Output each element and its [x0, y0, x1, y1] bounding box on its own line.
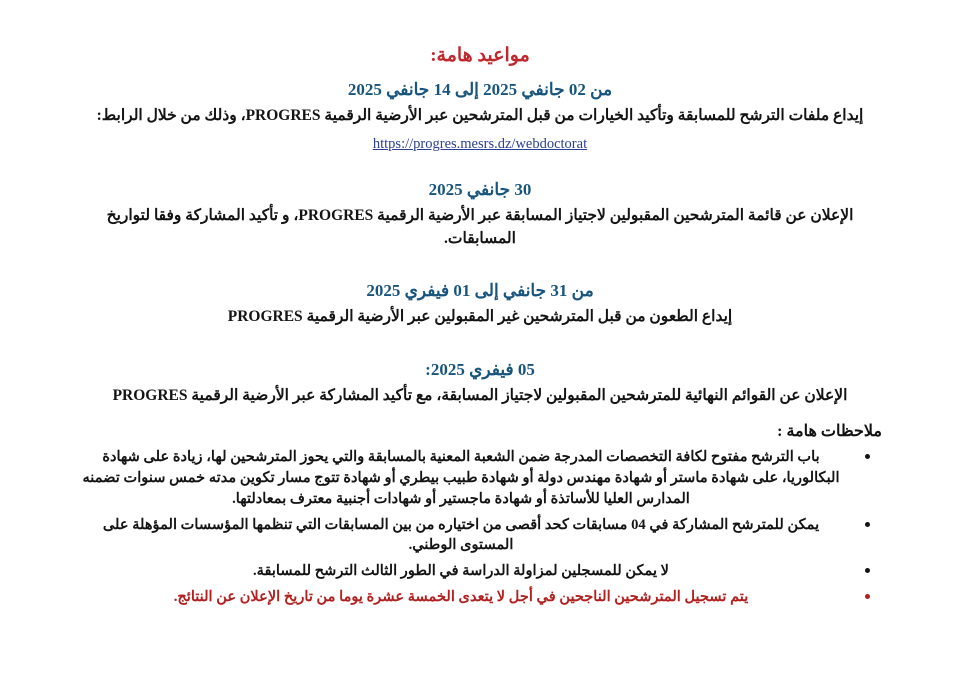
list-item	[78, 447, 856, 509]
note-text: لا يمكن للمسجلين لمزاولة الدراسة في الطور الثالث الترشح للمسابقة.	[253, 563, 669, 580]
progres-link-row	[78, 135, 882, 153]
list-item	[78, 515, 856, 556]
bullet-icon	[865, 594, 870, 599]
section-2-date: 30 جانفي 2025	[428, 180, 532, 200]
schedule-section-3	[78, 280, 882, 329]
bullet-icon	[865, 568, 870, 573]
section-spacer-1	[78, 163, 882, 179]
section-1-body: إيداع ملفات الترشح للمسابقة وتأكيد الخيارات من قبل المترشحين عبر الأرضية الرقمية PROGRES، وذلك من خلال الرابط:	[96, 106, 864, 124]
page-title: مواعيد هامة:	[430, 45, 530, 66]
note-text: يمكن للمترشح المشاركة في 04 مسابقات كحد أقصى من اختياره من بين المسابقات التي تنظمها المؤسسات المؤهلة على المستوى الوطني.	[102, 516, 820, 554]
section-4-body: الإعلان عن القوائم النهائية للمترشحين المقبولين لاجتياز المسابقة، مع تأكيد المشاركة عبر الأرضية الرقمية PROGRES	[112, 387, 848, 404]
bullet-icon	[865, 522, 870, 527]
section-4-date: 05 فيفري 2025:	[425, 359, 535, 379]
schedule-section-1	[78, 79, 882, 154]
webdoctorat-link[interactable]: https://progres.mesrs.dz/webdoctorat	[372, 136, 588, 153]
section-spacer-2	[78, 264, 882, 280]
notes-list	[78, 447, 882, 607]
note-text: يتم تسجيل المترشحين الناجحين في أجل لا يتعدى الخمسة عشرة يوما من تاريخ الإعلان عن النتائج.	[173, 588, 749, 605]
section-3-date: من 31 جانفي إلى 01 فيفري 2025	[366, 281, 594, 301]
section-spacer-3	[78, 343, 882, 359]
section-2-body: الإعلان عن قائمة المترشحين المقبولين لاجتياز المسابقة عبر الأرضية الرقمية PROGRES، و تأكيد المشاركة وفقا لتواريخ المسابقات.	[106, 207, 854, 247]
section-3-body: إيداع الطعون من قبل المترشحين غير المقبولين عبر الأرضية الرقمية PROGRES	[227, 308, 733, 326]
notes-heading: ملاحظات هامة :	[777, 423, 882, 441]
bullet-icon	[865, 454, 870, 459]
list-item-alert	[78, 587, 856, 608]
list-item	[78, 561, 856, 582]
schedule-section-4	[78, 359, 882, 408]
schedule-section-2	[78, 179, 882, 250]
section-1-date: من 02 جانفي 2025 إلى 14 جانفي 2025	[347, 79, 613, 99]
note-text: باب الترشح مفتوح لكافة التخصصات المدرجة ضمن الشعبة المعنية بالمسابقة والتي يحوز المترشحين لها، زيادة على شهادة البكالوريا، على شهادة ماستر أو شهادة مهندس دولة أو شهادة طبيب بيطري أو شهادة تتوج مسار تكوين مدته خمس سنوات تضمنه المدارس العليا للأساتذة أو شهادة ماجستير أو شهادات أجنبية معترف بمعادلتها.	[82, 449, 840, 507]
